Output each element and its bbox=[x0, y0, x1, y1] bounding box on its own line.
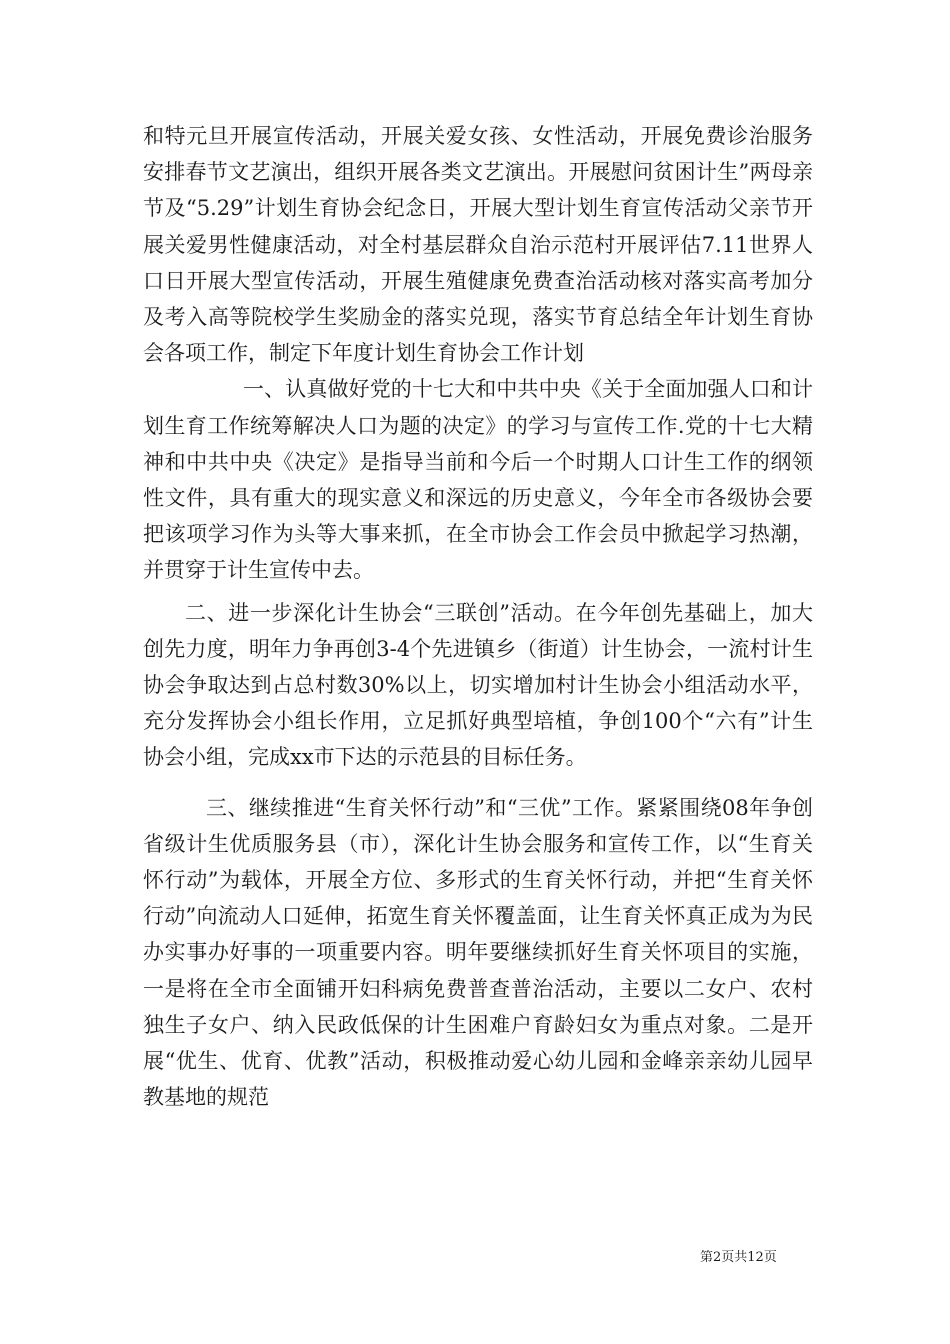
page-number-footer: 第2页共12页 bbox=[700, 1250, 777, 1265]
paragraph-4: 三、继续推进“生育关怀行动”和“三优”工作。紧紧围绕08年争创省级计生优质服务县（市），深化计生协会服务和宣传工作，以“生育关怀行动”为载体，开展全方位、多形式的生育关怀行动，并把“生育关怀行动”向流动人口延伸，拓宽生育关怀覆盖面，让生育关怀真正成为为民办实事办好事的一项重要内容。明年要继续抓好生育关怀项目的实施，一是将在全市全面铺开妇科病免费普查普治活动，主要以二女户、农村独生子女户、纳入民政低保的计生困难户育龄妇女为重点对象。二是开展“优生、优育、优教”活动，积极推动爱心幼儿园和金峰亲亲幼儿园早教基地的规范 bbox=[143, 795, 813, 1110]
paragraph-2: 一、认真做好党的十七大和中共中央《关于全面加强人口和计划生育工作统筹解决人口为题的决定》的学习与宣传工作.党的十七大精神和中共中央《决定》是指导当前和今后一个时期人口计生工作的纲领性文件，具有重大的现实意义和深远的历史意义，今年全市各级协会要把该项学习作为头等大事来抓，在全市协会工作会员中掀起学习热潮，并贯穿于计生宣传中去。 bbox=[143, 377, 813, 583]
document-body bbox=[143, 118, 813, 1115]
paragraph-3: 二、进一步深化计生协会“三联创”活动。在今年创先基础上，加大创先力度，明年力争再创3-4个先进镇乡（街道）计生协会，一流村计生协会争取达到占总村数30%以上，切实增加村计生协会小组活动水平，充分发挥协会小组长作用，立足抓好典型培植，争创100个“六有”计生协会小组，完成xx市下达的示范县的目标任务。 bbox=[143, 600, 813, 770]
paragraph-1: 和特元旦开展宣传活动，开展关爱女孩、女性活动，开展免费诊治服务安排春节文艺演出，组织开展各类文艺演出。开展慰问贫困计生”两母亲节及“5.29”计划生育协会纪念日，开展大型计划生育宣传活动父亲节开展关爱男性健康活动，对全村基层群众自治示范村开展评估7.11世界人口日开展大型宣传活动，开展生殖健康免费查治活动核对落实高考加分及考入高等院校学生奖励金的落实兑现，落实节育总结全年计划生育协会各项工作，制定下年度计划生育协会工作计划 bbox=[143, 124, 813, 366]
